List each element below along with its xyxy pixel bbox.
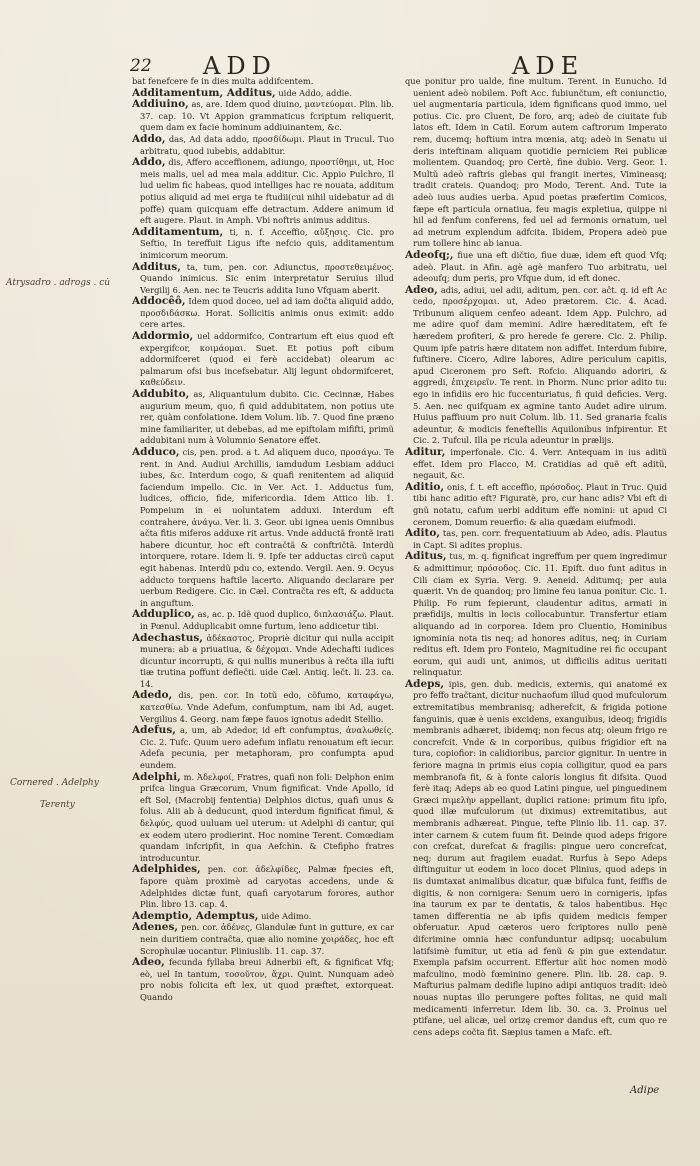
dictionary-entry	[132, 99, 394, 134]
entry-text: uide Addo, addie.	[278, 87, 352, 98]
dictionary-entry	[405, 76, 667, 250]
entry-headword: Adenes,	[132, 921, 179, 934]
entry-text: pen. cor. ἀδελφίδες, Palmæ fpecies eft, fapore quàm proximè ad caryotas accedens, unde & Adelphides dictæ funt, quafi caryotarum forores, author Plin. libro 13. cap. 4.	[140, 864, 394, 910]
dictionary-entry	[132, 296, 394, 331]
entry-text: as, ac. p. Idẽ quod duplico, διπλασιάζω. Plaut. in Pœnul. Adduplicabit omne furtum, leno addicetur tibi.	[140, 609, 394, 631]
entry-text: adis, adiui, uel adii, aditum, pen. cor. aĉt. q. id eft Ac cedo, προσέρχομαι. ut, Adeo prætorem. Cic. 4. Acad. Tribunum aliquem cenfeo adeant. Idem App. Pulchro, ad me adire quof dam memini. Adire hæreditatem, eft fe hæredem profiteri, & pro herede fe gerere. Cic. 2. Philip. Quum ipfe patris hære ditatem non adiffet. Interdum fubire, fuftinere. Cicero, Adire labores, Adire periculum capitis, apud Ciceronem pro Seft. Rofcio. Aliquando adoriri, & aggredi, ἐπιχειρεῖν. Te rent. in Phorm. Nunc prior adito tu: ego in infidiis ero hic fuccenturiatus, fi quid deficies. Verg. 5. Aen. nec quifquam ex agmine tanto Audet adire uirum. Huius paffiuum pro nuit Colum. lib. 11. Sed granaria fcalis adeuntur, & modicis feneftellis Aquilonibus infpirentur. Et Cic. 2. Tufcul. Illa pe ricula adeuntur in prælijs.	[413, 284, 667, 446]
entry-headword: Addiuino,	[132, 98, 189, 111]
entry-headword: Additamentum, Additus,	[132, 86, 276, 99]
entry-text: m. Ἀδελφοί, Fratres, quafi non foli: Delphon enim prifca lingua Græcorum, Vnum fignificat. Vnde Apollo, id eft Sol, (Macrobij fententia) Delphios dictus, quafi unus & folus. Alii ab à deducunt, quod interdum fignificat fimul, & δελφύς, quod uuluam uel uterum: ut Adelphi di cantur, qui ex eodem utero prodierint. Hoc nomine Terent. Comœdiam quandam infcripfit, in qua Aefchin. & Ctefipho fratres introducuntur.	[140, 771, 394, 863]
entry-headword: Adeo,	[405, 283, 438, 296]
dictionary-entry	[132, 633, 394, 691]
entry-headword: Addubito,	[132, 388, 190, 401]
entry-text: ti, n. f. Acceffio, αὔξησις. Cic. pro Seftio, In tereffuit Ligus ifte nefcio quis, additamentum inimicorum meorum.	[140, 226, 394, 260]
entry-text: das, Ad data addo, προσδίδωμι. Plaut in Trucul. Tuo arbitratu, quod iubebis, addabitur.	[140, 133, 394, 156]
left-text-column	[132, 76, 394, 1086]
entry-text: as, Aliquantulum dubito. Cic. Cecinnæ, Habes augurium meum, quo, fi quid addubitatem, non potius ute rer, quàm confolatione. Idem Volum. lib. 7. Quod fine præno mine familiariter, ut debebas, ad me epiftolam mififti, primũ addubitani num à Volumnio Senatore effet.	[140, 389, 394, 446]
entry-headword: Aditur,	[405, 446, 446, 458]
entry-text: pen. cor. ἀδένες, Glandulæ funt in gutture, ex car nein duritiem contraĉta, quæ alio nomine χοιράδες, hoc eft Scrophulæ uocantur. Pliniuslib. 11. cap. 37.	[140, 922, 394, 956]
entry-text: a, um, ab Adedor, id eft confumptus, ἀναλωθείς. Cic. 2. Tufc. Quum uero adefum inflatu renouatum eft iecur. Adefa pecunia, per metaphoram, pro confumpta apud eundem.	[140, 725, 394, 771]
entry-headword: Additamentum,	[132, 225, 224, 238]
entry-text: imperfonale. Cic. 4. Verr. Antequam in ius aditũ effet. Idem pro Flacco, M. Cratidias ad quẽ eft aditũ, negauit, &c.	[413, 447, 667, 481]
entry-headword: Addormio,	[132, 330, 194, 343]
dictionary-entry	[132, 609, 394, 632]
entry-text: ta, tum, pen. cor. Adiunctus, προστεθειμένος. Quando inimicus. Sic enim interpretatur Seruius illud Vergilij 6. Aen. nec te Teucris addita Iuno Vfquam aberit.	[140, 261, 394, 295]
dictionary-entry	[405, 551, 667, 679]
dictionary-entry	[132, 690, 394, 725]
dictionary-entry	[405, 679, 667, 1038]
dictionary-entry	[132, 447, 394, 609]
dictionary-entry	[405, 482, 667, 528]
entry-text: fiue una eft dičtio, fiue duæ, idem eft quod Vfq; adeò. Plaut. in Afin. agè agè manfero Tuo arbitratu, uel adeoufq; dum peris, pro Vfque dum, id eft donec.	[413, 249, 667, 284]
entry-headword: Aditus,	[405, 550, 447, 563]
entry-headword: Aditio,	[405, 480, 444, 493]
entry-text: cis, pen. prod. a t. Ad aliquem duco, προσάγω. Te rent. in And. Audiui Archillis, iamdudum Lesbiam adduci iubes, &c. Interdum cogo, & quafi renitentem ad aliquid faciendum impello. Cic. in Ver. Act. 1. Adductus fum, ludices, officio, fide, mifericordia. Idem Attico lib. 1. Pompeium in ei uoluntatem adduxi. Interdum eft contrahere, ἀνάγω. Ver. li. 3. Geor. ubi ignea uenis Omnibus ačta fitis miferos adduxe rit artus. Vnde adductã frontẽ irati habere dicuntur, hoc eft contračtã & conftričtã. Interdũ intorquere, rotare. Idem li. 9. Ipfe ter adductas circũ caput egit habenas. Interdũ pdu co, extendo. Vergil. Aen. 9. Ocyus adducto torquens haftile lacerto. Aliquando declarare per uerbum Redigere. Cic. in Cæl. Contračta res eft, & adducta in anguftum.	[140, 447, 394, 608]
entry-text: dis, pen. cor. In totũ edo, cõfumo, καταφάγω, κατεσθίω. Vnde Adefum, confumptum, nam ibi Ad, auget. Vergilius 4. Georg. nam fæpe fauos ignotus adedit Stellio.	[140, 690, 394, 724]
page-number: 22	[130, 56, 152, 76]
entry-headword: Adduplico,	[132, 608, 195, 621]
entry-headword: Ademptio, Ademptus,	[132, 909, 259, 922]
dictionary-entry	[132, 157, 394, 227]
dictionary-entry	[405, 285, 667, 447]
dictionary-entry	[405, 447, 667, 482]
margin-annotation-1: Atrysadro . adrogs . cu̇	[6, 278, 111, 288]
entry-text: onis, f. t. eft acceffio, πρόσοδος. Plaut in Truc. Quid tibi hanc aditio eft? Figuratè, pro, cur hanc adis? Vbi eft di gnũ notatu, cafum uerbi additum effe nomini: ut apud Ci ceronem, Domum reuerfio: & alia quædam eiufmodi.	[413, 481, 667, 527]
dictionary-entry	[132, 957, 394, 1003]
entry-text: uel addormifco, Contrarium eft eius quod eft expergifcor, κοιμάομαι. Suet. Et potius poft cibum addormifceret (quod ei ferè accidebat) olearum ac palmarum ofsi bus incefsebatur. Alij legunt obdormifceret, καθεύδειν.	[140, 331, 394, 388]
entry-headword: Adelphi,	[132, 770, 181, 783]
entry-headword: Adelphides,	[132, 863, 201, 876]
entry-text: ἀδέκαστος, Propriè dicitur qui nulla accipit munera: ab a priuatiua, & δέχομαι. Vnde Adechafti iudices dicuntur incorrupti, & qui nullis muneribus à rečta illa iufti tiæ trutina poffunt deflečti. uide Cæl. Antiq. lečt. li. 23. ca. 14.	[140, 632, 394, 689]
dictionary-entry	[132, 922, 394, 957]
dictionary-entry	[132, 227, 394, 262]
entry-headword: Addocêô,	[132, 295, 186, 308]
entry-text: bat fenefcere fe in dies multa addifcentem.	[132, 76, 314, 86]
entry-text: tas, pen. corr. frequentatiuum ab Adeo, adis. Plautus in Capt. Si adites propius.	[413, 528, 667, 550]
margin-annotation-3: Terenty	[40, 800, 75, 810]
entry-text: as, are. Idem quod diuino, μαντεύομαι. Plin. lib. 37. cap. 10. Vt Appion grammaticus fcriptum reliquerit, quem dam ex facie hominum addiuinantem, &c.	[140, 99, 394, 133]
entry-headword: Adefus,	[132, 724, 176, 737]
entry-headword: Adedo,	[132, 689, 173, 702]
entry-headword: Adeo,	[132, 956, 165, 969]
entry-headword: Adduco,	[132, 446, 180, 458]
entry-headword: Adeofq;,	[405, 248, 454, 261]
dictionary-entry	[405, 250, 667, 285]
left-running-title: ADD	[203, 52, 277, 80]
dictionary-entry	[132, 389, 394, 447]
entry-text: que ponitur pro ualde, fine multum. Terent. in Eunucho. Id uenient adeò nobilem. Poft Acc. fubiunčtum, eft coniunctio, uel augmentaria particula, idem fignificans quod immo, uel potius. Cic. pro Cluent, De foro, arq; adeò de ciuitate fub latos eft. Idem in Catil. Eorum autem caftrorum Imperato rem, ducemq; hoftium intra mœnia, atq; adeò in Senatu ui deris inteftinam aliquam quotidie perniciem Rei publicæ molientem. Quandoq; pro Certè, fine dubio. Verg. Geor. 1. Multũ adeò raftris glebas qui frangit inertes, Vimineasq; tradit crateis. Quandoq; pro Modo, Terent. And. Tute ia adeò iuus audies uerba. Apud poetas præfertim Comicos, fæpe eft particula ornatiua, feu magis expletiua, quippe ni hil ad fenfum conferens, fed uel ad fermonis ornatum, uel ad metrum explendum adfcita. Ibidem, Propera adeò pue rum tollere hinc ab ianua.	[405, 76, 667, 249]
dictionary-entry	[132, 134, 394, 157]
dictionary-entry	[132, 864, 394, 910]
entry-headword: Addo,	[132, 132, 166, 145]
dictionary-entry	[132, 262, 394, 297]
dictionary-entry	[132, 772, 394, 865]
entry-headword: Adechastus,	[132, 631, 203, 644]
entry-headword: Adito,	[405, 527, 440, 540]
entry-text: tus, m. q. fignificat ingreffum per quem ingredimur & admittimur, πρόσοδος. Cic. 11. Epift. duo funt aditus in Cili ciam ex Syria. Verg. 9. Aeneid. Aditumq; per auia quærit. Vn de quandoq; pro limine feu ianua ponitur. Cic. 1. Philip. Fo rum fepierunt, claudentur aditus, armati in præfidijs, multis in locis collocabuntur. Transfertur etiam aliquando ad in corporea. Idem pro Cluentio, Hominibus ignominia nota tis neq; ad honores aditus, neq; in Curiam reditus eft. Idem pro Fonteio, Magnitudine rei fic occupant eorum, qui audi unt, animos, ut difficilis aditus ueritati relinquatur.	[413, 551, 667, 678]
entry-text: ipis, gen. dub. medicis, externis, qui anatomé ex pro feffo tračtant, dicitur nuchaofum illud quod mufculorum extremitatibus membranisq; adherefcit, & frigida potione fanguinis, quæ è uenis excidens, exanguibus, ideoq; frigidis membranis adhæret, ibidemq; non fecus atq; oleum frigo re concrefcit. Vnde & in corporibus, quibus frigidior eft na tura, copiofior: in calidioribus, parcior gignitur. In uentre in feriore magna in primis eius copia colligitur, quod ea pars membranofa fit, & à fonte caloris longius fit difsita. Quod ferè itaq; Adeps ab eo quod Latini pingue, uel pinguedinem Græci πιμελὴν appellant, duplici ratione: primum fitu ipfo, quod illæ mufculorum (ut diximus) extremitatibus, aut membranis adhæreat. Pingue, tefte Plinio lib. 11. cap. 37. inter carnem & cutem fuum fit. Deinde quod adeps frigore con crefcat, durefcat & fragilis: pingue uero concrefcat, neq; durum aut fragilem euadat. Rurfus à Sepo Adeps diftinguitur ut eodem in loco docet Plinius, quod adeps in iis dumtaxat animalibus dicatur, quæ bifulca funt, feiffis de digitis, & non cornigera: Senum uero in cornigeris, ipfas ina taurum ex par te dentatis, & talos habentibus. Hęc tamen differentia ne ab ipfis quidem medicis femper obferuatur. Apud cæteros uero fcriptores nullo penè difcrimine omnia hæc confunduntur adipsq; uocabulum latifsimè fumitur, ut etia ad fenũ & pin gue extendatur. Exempla pafsim occurrent. Effertur aũt hoc nomen modò mafculino, modò fœminino genere. Plin. lib. 28. cap. 9. Mafturius palmam dedifle lupino adipi antiquos tradit: ideò nouas nuptas illo perungere poftes folitas, ne quid mali medicamenti inferretur. Idem lib. 30. ca. 3. Proinus uel ptifane, uel alicæ, uel orizę cremor dandus eft, cum quo re cens adeps cočta fit. Sæpius tamen a Mafc. eft.	[413, 678, 667, 1037]
dictionary-entry	[132, 725, 394, 771]
entry-text: Idem quod doceo, uel ad iam dočta aliquid addo, προσδιδάσκω. Horat. Sollicitis animis onus eximit: addo cere artes.	[140, 296, 394, 330]
entry-text: uide Adimo.	[261, 910, 312, 921]
dictionary-entry	[132, 331, 394, 389]
right-text-column	[405, 76, 667, 1076]
dictionary-entry	[405, 528, 667, 551]
entry-text: dis, Affero acceffionem, adiungo, προστίθημι, ut, Hoc meis malis, uel ad mea mala additur. Cic. Appio Pulchro, Il lud uelim fic habeas, quod intelliges hac re nouata, additum potius aliquid ad mei erga te ftudii(cui nihil uidebatur ad di poffe) quam quicquam effe detractum. Addere animum id eft augere. Plaut. in Amph. Vbi noftris animus additus.	[140, 157, 394, 226]
entry-headword: Adeps,	[405, 677, 445, 690]
right-running-title: ADE	[512, 52, 585, 80]
entry-headword: Addo,	[132, 156, 166, 169]
margin-annotation-2: Cornered . Adelphy	[10, 778, 99, 788]
entry-headword: Additus,	[132, 260, 181, 273]
entry-text: fecunda fyllaba breui Adnerbii eft, & fignificat Vfq; eò, uel In tantum, τοσοῦτον, ἄχρι. Quint. Nunquam adeò pro nobis folicita eft lex, ut quod præftet, extorqueat. Quando	[140, 957, 394, 1002]
catchword: Adipe	[630, 1085, 660, 1096]
